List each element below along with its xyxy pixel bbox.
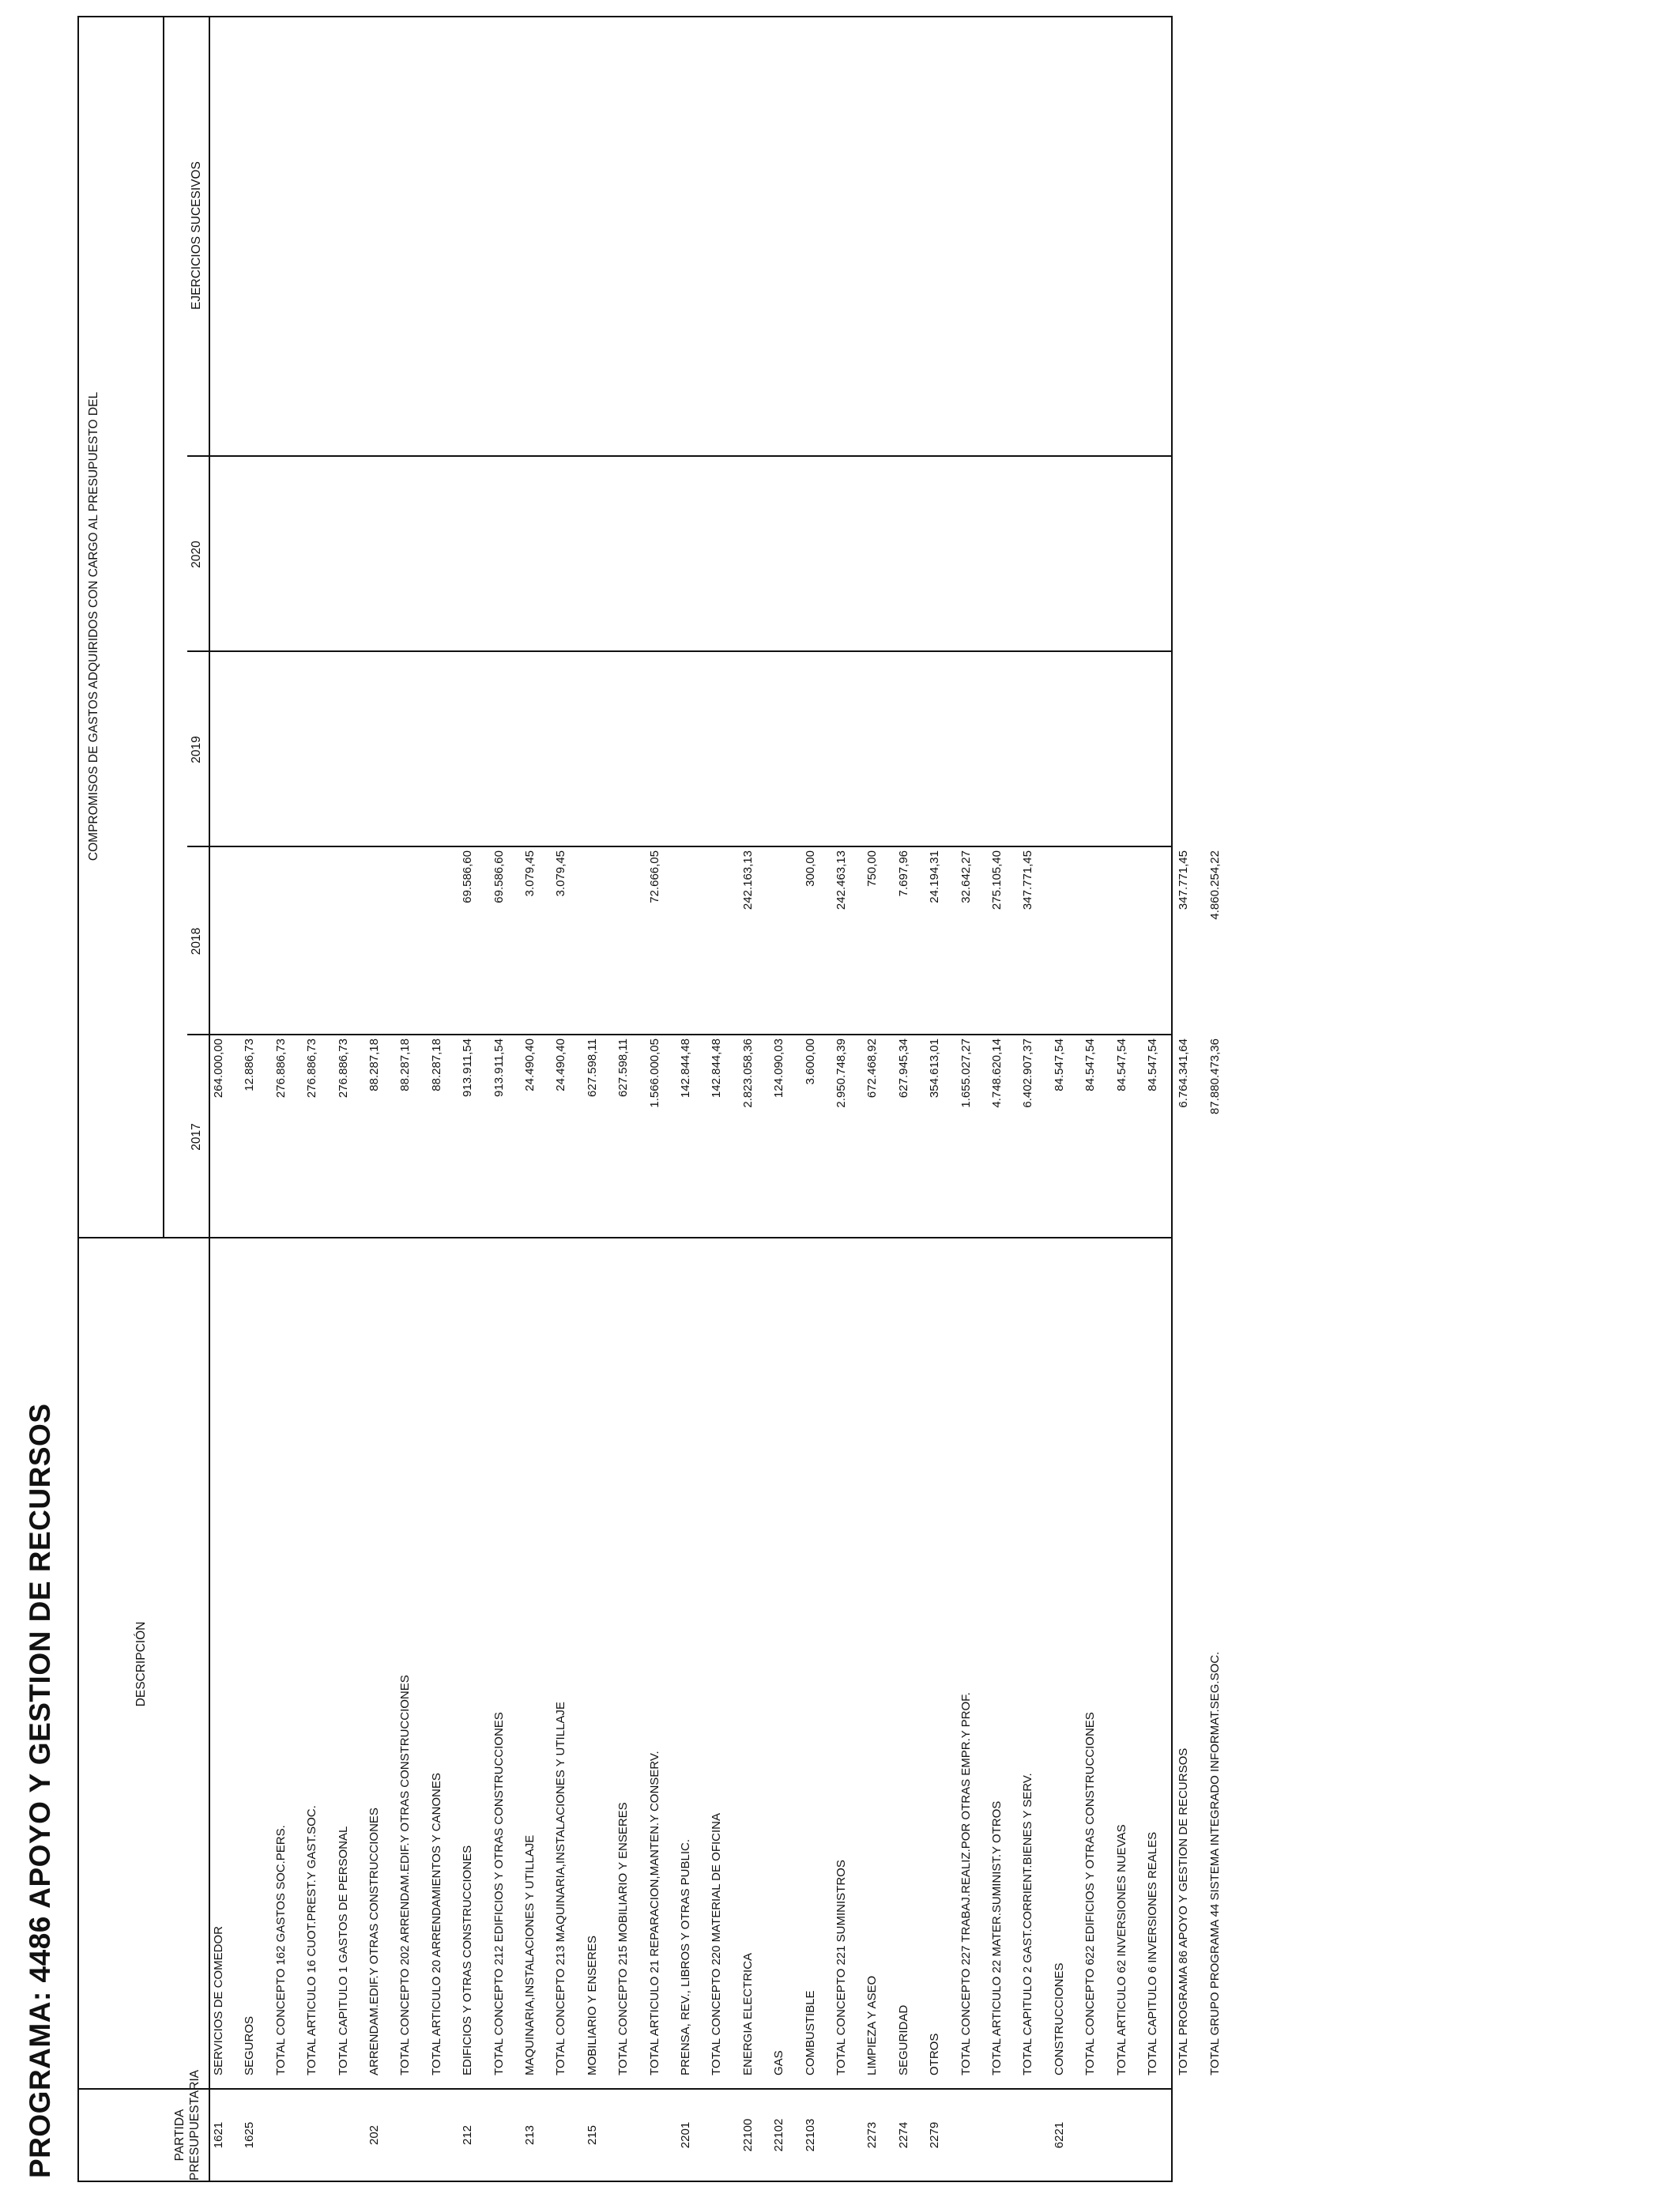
table-row bbox=[523, 17, 555, 2181]
table-row bbox=[430, 17, 461, 2181]
descripcion-cell: CONSTRUCCIONES bbox=[1052, 1962, 1066, 2075]
header-2017: 2017 bbox=[190, 1123, 203, 1151]
value-2017-cell: 88.287,18 bbox=[398, 1039, 412, 1091]
descripcion-cell: TOTAL CONCEPTO 221 SUMINISTROS bbox=[834, 1860, 848, 2075]
descripcion-cell: TOTAL CONCEPTO 202 ARRENDAM.EDIF.Y OTRAS CONSTRUCCIONES bbox=[398, 1675, 412, 2075]
partida-cell: 213 bbox=[523, 2124, 537, 2146]
value-2018-cell: 300,00 bbox=[803, 850, 817, 887]
table-row bbox=[772, 17, 804, 2181]
descripcion-cell: TOTAL ARTICULO 62 INVERSIONES NUEVAS bbox=[1114, 1824, 1128, 2075]
descripcion-cell: TOTAL GRUPO PROGRAMA 44 SISTEMA INTEGRADO INFORMAT.SEG.SOC. bbox=[1207, 1651, 1222, 2075]
partida-cell: 22103 bbox=[803, 2118, 817, 2152]
value-2018-cell: 242.163,13 bbox=[740, 850, 755, 910]
descripcion-cell: TOTAL CAPITULO 1 GASTOS DE PERSONAL bbox=[336, 1826, 350, 2075]
value-2018-cell: 3.079,45 bbox=[523, 850, 537, 897]
header-partida: PARTIDA PRESUPUESTARIA bbox=[173, 2069, 202, 2181]
descripcion-cell: TOTAL CONCEPTO 212 EDIFICIOS Y OTRAS CONSTRUCCIONES bbox=[492, 1712, 506, 2075]
table-row bbox=[274, 17, 306, 2181]
value-2017-cell: 142.844,48 bbox=[679, 1039, 692, 1099]
partida-cell: 6221 bbox=[1052, 2121, 1066, 2149]
partida-cell: 2274 bbox=[896, 2121, 910, 2149]
descripcion-cell: OTROS bbox=[928, 2033, 942, 2075]
value-2018-cell: 7.697,96 bbox=[896, 850, 910, 897]
value-2017-cell: 2.950.748,39 bbox=[834, 1039, 848, 1108]
value-2017-cell: 124.090,03 bbox=[772, 1039, 786, 1099]
descripcion-cell: TOTAL CONCEPTO 162 GASTOS SOC.PERS. bbox=[273, 1825, 288, 2075]
value-2018-cell: 275.105,40 bbox=[990, 850, 1004, 910]
table-row bbox=[804, 17, 835, 2181]
descripcion-cell: TOTAL ARTICULO 22 MATER.SUMINIST.Y OTROS bbox=[990, 1800, 1004, 2075]
value-2018-cell: 347.771,45 bbox=[1021, 850, 1035, 910]
table-row bbox=[834, 17, 866, 2181]
value-2017-cell: 354.613,01 bbox=[928, 1039, 942, 1099]
descripcion-cell: MAQUINARIA,INSTALACIONES Y UTILLAJE bbox=[523, 1834, 537, 2075]
value-2018-cell: 750,00 bbox=[865, 850, 880, 887]
value-2017-cell: 913.911,54 bbox=[461, 1039, 475, 1097]
partida-cell: 202 bbox=[367, 2124, 381, 2146]
partida-cell: 22100 bbox=[740, 2118, 755, 2152]
descripcion-cell: PRENSA, REV., LIBROS Y OTRAS PUBLIC. bbox=[679, 1839, 692, 2075]
descripcion-cell: TOTAL CAPITULO 2 GAST.CORRIENT.BIENES Y SERV. bbox=[1021, 1773, 1035, 2075]
descripcion-cell: TOTAL CONCEPTO 213 MAQUINARIA,INSTALACIONES Y UTILLAJE bbox=[554, 1702, 568, 2075]
value-2018-cell: 32.642,27 bbox=[959, 850, 973, 903]
partida-cell: 212 bbox=[461, 2124, 475, 2146]
value-2017-cell: 6.764.341,64 bbox=[1177, 1039, 1191, 1108]
budget-table bbox=[77, 16, 1222, 2182]
header-bottom-line bbox=[209, 17, 210, 2181]
descripcion-cell: GAS bbox=[772, 2050, 786, 2075]
table-row bbox=[398, 17, 430, 2181]
header-compromisos: COMPROMISOS DE GASTOS ADQUIRIDOS CON CARGO AL PRESUPUESTO DEL bbox=[87, 391, 100, 861]
value-2017-cell: 913.911,54 bbox=[492, 1039, 506, 1097]
value-2018-cell: 69.586,60 bbox=[461, 850, 475, 903]
value-2017-cell: 88.287,18 bbox=[429, 1039, 443, 1091]
descripcion-cell: TOTAL CONCEPTO 215 MOBILIARIO Y ENSERES bbox=[616, 1802, 631, 2075]
descripcion-cell: TOTAL CONCEPTO 622 EDIFICIOS Y OTRAS CONSTRUCCIONES bbox=[1083, 1712, 1098, 2075]
descripcion-cell: SERVICIOS DE COMEDOR bbox=[212, 1926, 225, 2075]
value-2017-cell: 87.880.473,36 bbox=[1207, 1039, 1222, 1114]
value-2017-cell: 24.490,40 bbox=[523, 1039, 537, 1091]
descripcion-cell: SEGURIDAD bbox=[896, 2004, 910, 2075]
descripcion-cell: EDIFICIOS Y OTRAS CONSTRUCCIONES bbox=[461, 1845, 475, 2075]
value-2017-cell: 1.566.000,05 bbox=[647, 1039, 661, 1108]
value-2017-cell: 12.886,73 bbox=[243, 1039, 257, 1091]
table-row bbox=[648, 17, 680, 2181]
value-2017-cell: 4.748.620,14 bbox=[990, 1039, 1004, 1108]
table-row bbox=[367, 17, 399, 2181]
table-row bbox=[243, 17, 274, 2181]
value-2017-cell: 276.886,73 bbox=[305, 1039, 319, 1099]
value-2017-cell: 24.490,40 bbox=[554, 1039, 568, 1091]
page-title: PROGRAMA: 4486 APOYO Y GESTION DE RECURSOS bbox=[24, 1403, 56, 2178]
value-2018-cell: 69.586,60 bbox=[492, 850, 506, 903]
descripcion-cell: MOBILIARIO Y ENSERES bbox=[585, 1935, 599, 2075]
table-row bbox=[337, 17, 368, 2181]
header-2019: 2019 bbox=[190, 736, 203, 763]
header-descripcion: DESCRIPCIÓN bbox=[134, 1621, 148, 1707]
value-2017-cell: 264.000,00 bbox=[212, 1039, 225, 1099]
descripcion-cell: TOTAL CAPITULO 6 INVERSIONES REALES bbox=[1146, 1831, 1159, 2075]
value-2017-cell: 276.886,73 bbox=[336, 1039, 350, 1099]
table-row bbox=[679, 17, 710, 2181]
header-sucesivos: EJERCICIOS SUCESIVOS bbox=[190, 161, 203, 310]
table-row bbox=[492, 17, 524, 2181]
header-2020: 2020 bbox=[190, 541, 203, 568]
table-row bbox=[554, 17, 586, 2181]
value-2017-cell: 627.598,11 bbox=[585, 1039, 599, 1097]
table-row bbox=[1115, 17, 1147, 2181]
table-row bbox=[897, 17, 929, 2181]
value-2017-cell: 627.945,34 bbox=[896, 1039, 910, 1099]
table-row bbox=[586, 17, 617, 2181]
table-row bbox=[741, 17, 773, 2181]
value-2017-cell: 88.287,18 bbox=[367, 1039, 381, 1091]
descripcion-cell: COMBUSTIBLE bbox=[803, 1990, 817, 2075]
descripcion-cell: ARRENDAM.EDIF.Y OTRAS CONSTRUCCIONES bbox=[367, 1808, 381, 2075]
table-row bbox=[212, 17, 243, 2181]
table-row bbox=[461, 17, 492, 2181]
table-row bbox=[928, 17, 959, 2181]
value-2018-cell: 24.194,31 bbox=[928, 850, 942, 903]
partida-cell: 1625 bbox=[243, 2121, 257, 2149]
table-row bbox=[305, 17, 337, 2181]
value-2018-cell: 72.666,05 bbox=[647, 850, 661, 903]
value-2018-cell: 347.771,45 bbox=[1177, 850, 1191, 910]
partida-cell: 2273 bbox=[865, 2121, 880, 2149]
table-row bbox=[616, 17, 648, 2181]
table-row bbox=[865, 17, 897, 2181]
descripcion-cell: TOTAL ARTICULO 21 REPARACION,MANTEN.Y CONSERV. bbox=[647, 1751, 661, 2075]
header-divider bbox=[163, 17, 164, 1238]
value-2017-cell: 3.600,00 bbox=[803, 1039, 817, 1085]
table-row bbox=[710, 17, 741, 2181]
value-2017-cell: 84.547,54 bbox=[1114, 1039, 1128, 1091]
descripcion-cell: LIMPIEZA Y ASEO bbox=[865, 1975, 880, 2075]
table-row bbox=[1177, 17, 1208, 2181]
table-row bbox=[1208, 17, 1240, 2181]
value-2017-cell: 2.823.058,36 bbox=[740, 1039, 755, 1108]
partida-cell: 215 bbox=[585, 2124, 599, 2146]
descripcion-cell: TOTAL ARTICULO 20 ARRENDAMIENTOS Y CANONES bbox=[429, 1773, 443, 2075]
table-row bbox=[1146, 17, 1177, 2181]
value-2017-cell: 276.886,73 bbox=[273, 1039, 288, 1099]
value-2017-cell: 142.844,48 bbox=[710, 1039, 724, 1099]
table-row bbox=[1021, 17, 1053, 2181]
descripcion-cell: TOTAL ARTICULO 16 CUOT.PREST.Y GAST.SOC. bbox=[305, 1805, 319, 2075]
value-2017-cell: 84.547,54 bbox=[1052, 1039, 1066, 1091]
value-2017-cell: 84.547,54 bbox=[1146, 1039, 1159, 1091]
table-row bbox=[1083, 17, 1115, 2181]
partida-cell: 22102 bbox=[772, 2118, 786, 2152]
table-row bbox=[1053, 17, 1084, 2181]
value-2018-cell: 4.860.254,22 bbox=[1207, 850, 1222, 920]
value-2017-cell: 627.598,11 bbox=[616, 1039, 631, 1097]
value-2017-cell: 6.402.907,37 bbox=[1021, 1039, 1035, 1108]
descripcion-cell: TOTAL CONCEPTO 220 MATERIAL DE OFICINA bbox=[710, 1812, 724, 2075]
descripcion-cell: ENERGIA ELECTRICA bbox=[740, 1952, 755, 2075]
descripcion-cell: TOTAL PROGRAMA 86 APOYO Y GESTION DE RECURSOS bbox=[1177, 1747, 1191, 2075]
value-2017-cell: 84.547,54 bbox=[1083, 1039, 1098, 1091]
descripcion-cell: TOTAL CONCEPTO 227 TRABAJ.REALIZ.POR OTRAS EMPR.Y PROF. bbox=[959, 1692, 973, 2075]
table-row bbox=[959, 17, 991, 2181]
table-row bbox=[990, 17, 1022, 2181]
value-2018-cell: 242.463,13 bbox=[834, 850, 848, 910]
descripcion-cell: SEGUROS bbox=[243, 2015, 257, 2075]
partida-cell: 2279 bbox=[928, 2121, 942, 2149]
partida-cell: 2201 bbox=[679, 2121, 692, 2149]
partida-cell: 1621 bbox=[212, 2121, 225, 2149]
value-2017-cell: 1.655.027,27 bbox=[959, 1039, 973, 1108]
value-2018-cell: 3.079,45 bbox=[554, 850, 568, 897]
value-2017-cell: 672.468,92 bbox=[865, 1039, 880, 1099]
header-2018: 2018 bbox=[190, 927, 203, 956]
